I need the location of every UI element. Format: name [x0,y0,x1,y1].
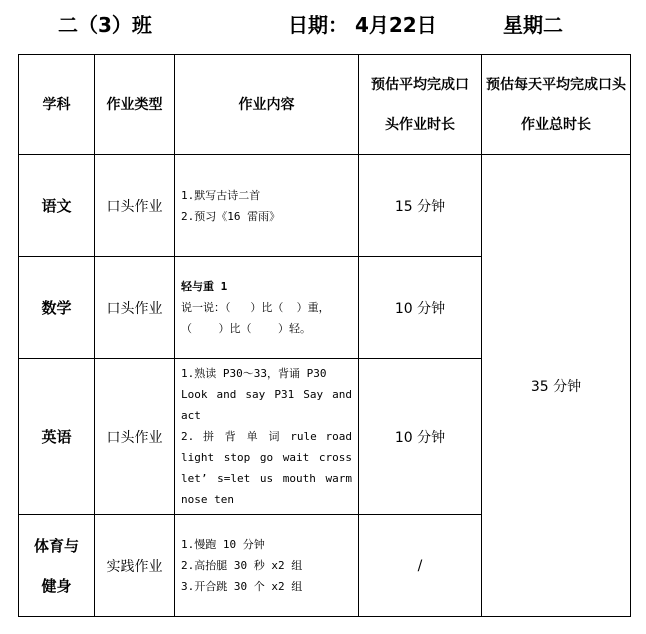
time-cell: / [359,515,482,617]
subject-cell: 语文 [19,155,95,257]
content-line: light stop go wait cross [181,451,352,464]
content-cell [175,155,359,257]
content-line: 轻与重 1 [181,280,228,293]
time-cell: 10 分钟 [359,257,482,359]
time-cell: 10 分钟 [359,359,482,515]
weekday-label: 星期二 [503,13,563,37]
page-header [0,8,646,42]
content-line: act [181,409,201,422]
class-name: 二（3）班 [58,13,152,37]
content-line: 2.预习《16 雷雨》 [181,209,281,223]
column-header-type: 作业类型 [95,55,175,155]
content-line: 1.默写古诗二首 [181,188,261,202]
homework-table [18,54,631,617]
content-line: 3.开合跳 30 个 x2 组 [181,580,303,593]
date-label: 日期： 4月22日 [288,13,437,37]
column-header-daily-total: 预估每天平均完成口头作业总时长 [482,55,631,155]
content-line: （ ）比（ ）轻。 [181,322,311,335]
content-line: 1.慢跑 10 分钟 [181,538,265,551]
time-cell: 15 分钟 [359,155,482,257]
column-header-content: 作业内容 [175,55,359,155]
column-header-subject: 学科 [19,55,95,155]
content-cell [175,515,359,617]
subject-cell: 体育与健身 [19,515,95,617]
content-line: let’ s=let us mouth warm [181,472,352,485]
column-header-estimated-time: 预估平均完成口头作业时长 [359,55,482,155]
content-line: 2.高抬腿 30 秒 x2 组 [181,559,303,572]
table-header-row [19,55,631,155]
table-row-chinese [19,155,631,257]
content-cell [175,257,359,359]
content-cell [175,359,359,515]
content-line: Look and say P31 Say and [181,388,352,401]
total-time-cell: 35 分钟 [482,155,631,617]
subject-cell: 英语 [19,359,95,515]
type-cell: 实践作业 [95,515,175,617]
subject-cell: 数学 [19,257,95,359]
content-line: nose ten [181,493,234,506]
type-cell: 口头作业 [95,359,175,515]
content-line: 说一说：（ ）比（ ）重， [181,301,330,314]
content-line: 1.熟读 P30～33，背诵 P30 [181,367,327,380]
content-line: 2. 拼 背 单 词 rule road [181,430,352,443]
type-cell: 口头作业 [95,155,175,257]
type-cell: 口头作业 [95,257,175,359]
